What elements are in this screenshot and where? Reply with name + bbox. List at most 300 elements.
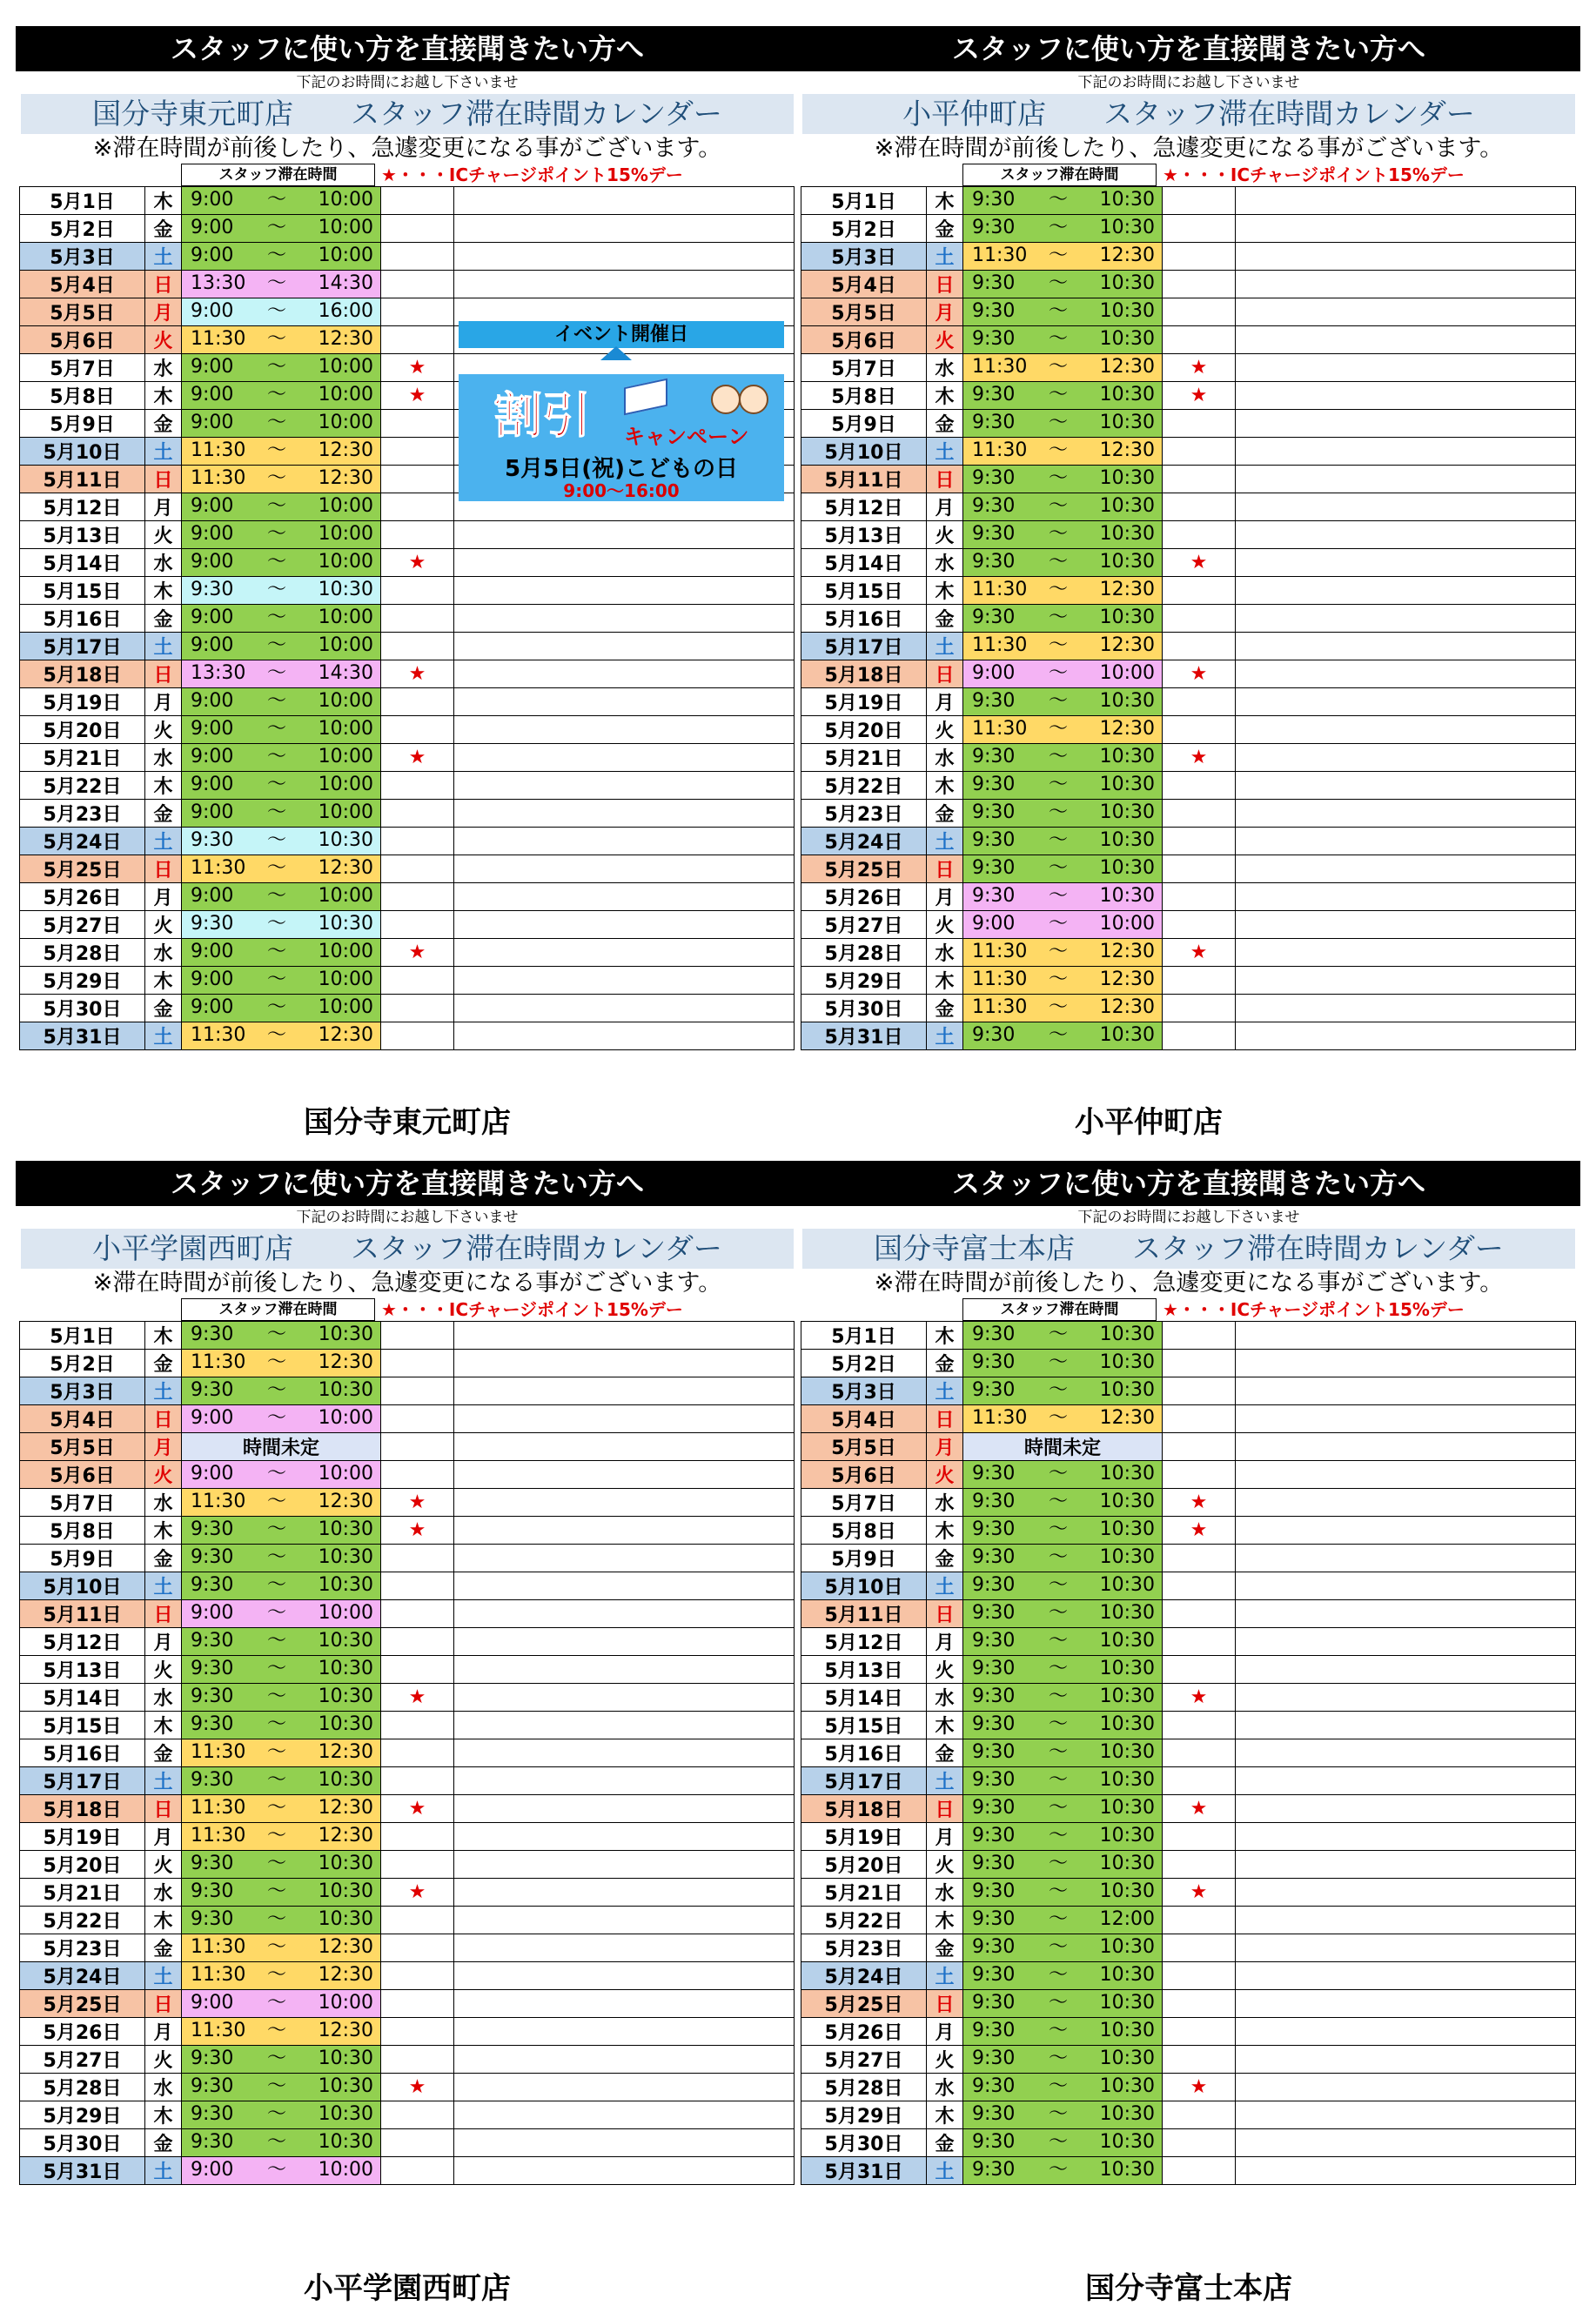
start-time: 9:30 [191, 913, 234, 935]
end-time: 12:30 [1099, 634, 1155, 656]
stay-time-cell [963, 660, 1163, 688]
star-mark-cell [1163, 1990, 1236, 2018]
notes-cell [1236, 2129, 1576, 2157]
notes-cell [1236, 1823, 1576, 1851]
notice-text: ※滞在時間が前後したり、急遽変更になる事がございます。 [874, 135, 1504, 162]
date-cell: 5月30日 [801, 2129, 927, 2157]
star-mark-cell [381, 1572, 454, 1600]
stay-time-cell [182, 1350, 381, 1377]
stay-time-cell [963, 716, 1163, 744]
range-separator: ～ [267, 829, 287, 851]
star-mark-cell [1163, 215, 1236, 243]
date-cell: 5月18日 [801, 1795, 927, 1823]
star-mark-cell [1163, 1545, 1236, 1572]
start-time: 9:30 [972, 384, 1016, 405]
date-cell: 5月25日 [801, 1990, 927, 2018]
star-mark-cell [1163, 605, 1236, 633]
notes-cell [454, 1684, 795, 1712]
start-time: 9:30 [972, 1630, 1016, 1652]
notes-cell [454, 2018, 795, 2046]
panel-subtitle: 下記のお時間にお越し下さいませ [296, 74, 519, 91]
stay-time-cell [182, 1405, 381, 1433]
store-name: 国分寺富士本店 [1085, 2271, 1292, 2306]
range-separator: ～ [1049, 1546, 1069, 1568]
stay-time-cell [963, 1990, 1163, 2018]
date-cell: 5月29日 [20, 2101, 145, 2129]
date-cell: 5月16日 [20, 1739, 145, 1767]
end-time: 10:30 [1099, 1713, 1155, 1735]
star-mark-cell [381, 326, 454, 354]
stay-time-cell [963, 410, 1163, 438]
date-cell: 5月3日 [20, 243, 145, 271]
start-time: 9:30 [191, 1574, 234, 1596]
stay-time-cell [963, 577, 1163, 605]
stay-time-cell [182, 1879, 381, 1907]
stay-time-cell [182, 911, 381, 939]
stay-time-cell [963, 1545, 1163, 1572]
table-row [801, 326, 1576, 354]
range-separator: ～ [1049, 272, 1069, 294]
star-mark-cell [1163, 1712, 1236, 1739]
stay-time-cell [182, 939, 381, 967]
date-cell: 5月3日 [20, 1377, 145, 1405]
star-mark-cell [1163, 883, 1236, 911]
notes-cell [1236, 1322, 1576, 1350]
start-time: 11:30 [972, 968, 1028, 990]
start-time: 11:30 [191, 1741, 246, 1763]
start-time: 9:30 [972, 300, 1016, 322]
star-mark-cell [381, 1823, 454, 1851]
stay-time-cell [182, 1962, 381, 1990]
end-time: 10:30 [1099, 1630, 1155, 1652]
stay-time-cell [963, 187, 1163, 215]
range-separator: ～ [1049, 189, 1069, 211]
date-cell: 5月21日 [20, 1879, 145, 1907]
stay-time-cell [182, 772, 381, 800]
stay-time-cell [963, 521, 1163, 549]
calendar-panel [16, 1161, 799, 2185]
range-separator: ～ [1049, 1964, 1069, 1986]
weekday-cell: 金 [145, 1350, 182, 1377]
campaign-time: 9:00～16:00 [563, 480, 680, 501]
stay-time-cell [963, 1405, 1163, 1433]
table-row [20, 2074, 795, 2101]
range-separator: ～ [267, 996, 287, 1018]
range-separator: ～ [267, 356, 287, 378]
date-cell: 5月29日 [20, 967, 145, 995]
stay-time-cell [963, 1572, 1163, 1600]
date-cell: 5月3日 [801, 243, 927, 271]
stay-time-cell [182, 493, 381, 521]
stay-time-cell [182, 2129, 381, 2157]
stay-time-cell [182, 243, 381, 271]
end-time: 12:30 [318, 1936, 373, 1958]
table-row [20, 215, 795, 243]
stay-time-cell [182, 271, 381, 298]
weekday-cell: 月 [145, 298, 182, 326]
star-mark-cell [381, 967, 454, 995]
star-mark-cell [381, 1545, 454, 1572]
table-row [801, 1489, 1576, 1517]
notes-cell [454, 1572, 795, 1600]
notes-cell [454, 521, 795, 549]
range-separator: ～ [1049, 2075, 1069, 2097]
table-row [801, 1879, 1576, 1907]
store-name: 小平仲町店 [1075, 1105, 1223, 1140]
weekday-cell: 水 [145, 354, 182, 382]
table-row [801, 1461, 1576, 1489]
stay-time-cell [963, 466, 1163, 493]
star-mark-cell: ★ [381, 1879, 454, 1907]
stay-time-cell [963, 605, 1163, 633]
star-mark-cell: ★ [1163, 549, 1236, 577]
table-row [801, 354, 1576, 382]
stay-time-cell [182, 577, 381, 605]
notes-cell [1236, 1433, 1576, 1461]
start-time: 9:00 [191, 217, 234, 238]
star-mark-cell [1163, 2129, 1236, 2157]
start-time: 9:30 [972, 1825, 1016, 1846]
date-cell: 5月23日 [20, 1934, 145, 1962]
table-row [20, 1962, 795, 1990]
stay-time-cell [963, 939, 1163, 967]
table-row [801, 688, 1576, 716]
table-row [20, 1600, 795, 1628]
start-time: 9:30 [191, 1518, 234, 1540]
stay-time-cell [182, 466, 381, 493]
store-name: 国分寺東元町店 [304, 1105, 511, 1140]
stay-time-cell [963, 967, 1163, 995]
table-row [801, 271, 1576, 298]
start-time: 9:30 [191, 2103, 234, 2125]
notes-cell [454, 1461, 795, 1489]
stay-time-cell [963, 1962, 1163, 1990]
date-cell: 5月13日 [801, 521, 927, 549]
star-mark-cell [381, 1934, 454, 1962]
start-time: 11:30 [191, 1825, 246, 1846]
start-time: 9:00 [191, 495, 234, 517]
weekday-cell: 土 [927, 1962, 963, 1990]
stay-time-cell [963, 800, 1163, 828]
date-cell: 5月24日 [801, 1962, 927, 1990]
range-separator: ～ [267, 1880, 287, 1902]
start-time: 9:30 [972, 1741, 1016, 1763]
weekday-cell: 金 [145, 1545, 182, 1572]
weekday-cell: 水 [145, 1879, 182, 1907]
schedule-table [19, 186, 795, 1050]
stay-time-cell [182, 1628, 381, 1656]
table-row [801, 1545, 1576, 1572]
date-cell: 5月16日 [801, 605, 927, 633]
end-time: 10:00 [318, 941, 373, 962]
end-time: 10:00 [318, 968, 373, 990]
star-mark-cell [381, 605, 454, 633]
date-cell: 5月19日 [20, 688, 145, 716]
star-legend: ★・・・ICチャージポイント15%デー [1163, 1299, 1465, 1320]
end-time: 10:30 [318, 2131, 373, 2153]
start-time: 9:00 [191, 885, 234, 907]
start-time: 9:30 [191, 1908, 234, 1930]
table-row [801, 493, 1576, 521]
weekday-cell: 火 [927, 2046, 963, 2074]
table-row [20, 1377, 795, 1405]
date-cell: 5月31日 [801, 1022, 927, 1050]
panel-subtitle: 下記のお時間にお越し下さいませ [296, 1209, 519, 1226]
table-row [801, 1322, 1576, 1350]
date-cell: 5月12日 [801, 493, 927, 521]
star-legend: ★・・・ICチャージポイント15%デー [381, 1299, 683, 1320]
range-separator: ～ [267, 245, 287, 266]
calendar-panel [797, 1161, 1580, 2185]
weekday-cell: 水 [927, 939, 963, 967]
table-row [20, 1656, 795, 1684]
weekday-cell: 木 [145, 1517, 182, 1545]
end-time: 10:30 [318, 1908, 373, 1930]
notes-cell [1236, 2101, 1576, 2129]
star-mark-cell [381, 772, 454, 800]
start-time: 9:30 [972, 1324, 1016, 1345]
star-mark-cell [381, 1767, 454, 1795]
date-cell: 5月12日 [20, 1628, 145, 1656]
star-mark-cell [381, 1433, 454, 1461]
weekday-cell: 土 [145, 1572, 182, 1600]
date-cell: 5月15日 [801, 1712, 927, 1739]
star-mark-cell [1163, 1767, 1236, 1795]
weekday-cell: 水 [927, 744, 963, 772]
range-separator: ～ [1049, 439, 1069, 461]
start-time: 9:30 [972, 1769, 1016, 1791]
range-separator: ～ [1049, 1658, 1069, 1679]
end-time: 10:30 [1099, 1518, 1155, 1540]
star-mark-cell [1163, 187, 1236, 215]
end-time: 10:30 [1099, 217, 1155, 238]
weekday-cell: 月 [145, 688, 182, 716]
weekday-cell: 土 [927, 828, 963, 855]
weekday-cell: 水 [145, 939, 182, 967]
star-mark-cell [1163, 271, 1236, 298]
range-separator: ～ [1049, 1992, 1069, 2014]
star-mark-cell [1163, 1433, 1236, 1461]
range-separator: ～ [1049, 412, 1069, 433]
end-time: 10:30 [1099, 2103, 1155, 2125]
start-time: 9:30 [972, 1602, 1016, 1624]
weekday-cell: 木 [927, 382, 963, 410]
star-mark-cell [1163, 772, 1236, 800]
star-mark-cell [381, 1600, 454, 1628]
date-cell: 5月19日 [801, 1823, 927, 1851]
end-time: 10:00 [1099, 913, 1155, 935]
start-time: 9:30 [191, 1769, 234, 1791]
range-separator: ～ [267, 328, 287, 350]
end-time: 10:30 [1099, 746, 1155, 767]
stay-time-cell [963, 2101, 1163, 2129]
weekday-cell: 金 [927, 800, 963, 828]
notes-cell [1236, 1572, 1576, 1600]
star-mark-cell [1163, 2046, 1236, 2074]
date-cell: 5月16日 [801, 1739, 927, 1767]
table-row [20, 243, 795, 271]
calendar-title: 国分寺富士本店 スタッフ滞在時間カレンダー [802, 1229, 1575, 1269]
stay-time-cell [963, 1322, 1163, 1350]
end-time: 10:00 [318, 1992, 373, 2014]
date-cell: 5月4日 [20, 271, 145, 298]
star-mark-cell [381, 1405, 454, 1433]
start-time: 9:30 [972, 551, 1016, 573]
table-row [801, 187, 1576, 215]
date-cell: 5月8日 [801, 1517, 927, 1545]
end-time: 10:00 [318, 996, 373, 1018]
weekday-cell: 土 [927, 633, 963, 660]
date-cell: 5月10日 [20, 438, 145, 466]
start-time: 9:30 [972, 774, 1016, 795]
start-time: 9:30 [191, 579, 234, 600]
date-cell: 5月31日 [20, 2157, 145, 2185]
range-separator: ～ [267, 746, 287, 767]
star-mark-cell [381, 2129, 454, 2157]
panel-header: スタッフに使い方を直接聞きたい方へ [797, 26, 1580, 71]
stay-time-cell [182, 521, 381, 549]
star-mark-cell [1163, 967, 1236, 995]
range-separator: ～ [267, 2075, 287, 2097]
range-separator: ～ [1049, 996, 1069, 1018]
notes-cell [1236, 828, 1576, 855]
end-time: 10:30 [1099, 328, 1155, 350]
star-mark-cell [1163, 716, 1236, 744]
notes-cell [1236, 298, 1576, 326]
table-row [801, 1600, 1576, 1628]
date-cell: 5月19日 [801, 688, 927, 716]
range-separator: ～ [267, 1825, 287, 1846]
range-separator: ～ [1049, 1880, 1069, 1902]
notes-cell [454, 939, 795, 967]
start-time: 9:00 [191, 801, 234, 823]
end-time: 10:30 [1099, 607, 1155, 628]
stay-time-cell [963, 688, 1163, 716]
star-mark-cell [381, 1322, 454, 1350]
weekday-cell: 木 [927, 1907, 963, 1934]
date-cell: 5月12日 [801, 1628, 927, 1656]
stay-time-cell [963, 2074, 1163, 2101]
date-cell: 5月25日 [20, 855, 145, 883]
notes-cell [1236, 855, 1576, 883]
schedule-table [19, 1321, 795, 2185]
notes-cell [454, 187, 795, 215]
star-mark-cell [1163, 577, 1236, 605]
start-time: 9:30 [972, 328, 1016, 350]
table-row [801, 2101, 1576, 2129]
table-row [801, 1022, 1576, 1050]
table-row [20, 1322, 795, 1350]
range-separator: ～ [267, 1658, 287, 1679]
weekday-cell: 土 [145, 828, 182, 855]
table-row [801, 1739, 1576, 1767]
star-mark-cell [1163, 2157, 1236, 2185]
start-time: 11:30 [191, 439, 246, 461]
stay-time-cell [963, 438, 1163, 466]
star-mark-cell [1163, 633, 1236, 660]
star-mark-cell: ★ [381, 744, 454, 772]
notes-cell [454, 1712, 795, 1739]
star-mark-cell [381, 911, 454, 939]
end-time: 10:00 [318, 189, 373, 211]
column-header-row [797, 164, 1580, 186]
range-separator: ～ [267, 1797, 287, 1819]
date-cell: 5月20日 [801, 716, 927, 744]
weekday-cell: 火 [927, 911, 963, 939]
date-cell: 5月17日 [20, 633, 145, 660]
star-mark-cell [381, 215, 454, 243]
star-mark-cell [381, 1377, 454, 1405]
table-row [20, 1712, 795, 1739]
notes-cell [454, 744, 795, 772]
stay-time-cell [182, 215, 381, 243]
range-separator: ～ [267, 690, 287, 712]
weekday-cell: 木 [927, 577, 963, 605]
notes-cell [1236, 1461, 1576, 1489]
panel-header: スタッフに使い方を直接聞きたい方へ [16, 26, 799, 71]
start-time: 9:30 [191, 1880, 234, 1902]
weekday-cell: 金 [145, 995, 182, 1022]
start-time: 11:30 [972, 718, 1028, 740]
table-row [801, 549, 1576, 577]
stay-time-cell [182, 1545, 381, 1572]
table-row [20, 633, 795, 660]
notes-cell [454, 1600, 795, 1628]
start-time: 9:30 [972, 1574, 1016, 1596]
stay-time-cell [963, 493, 1163, 521]
star-mark-cell: ★ [381, 1517, 454, 1545]
start-time: 11:30 [972, 634, 1028, 656]
weekday-cell: 金 [927, 410, 963, 438]
table-row [20, 1489, 795, 1517]
panel-header: スタッフに使い方を直接聞きたい方へ [16, 1161, 799, 1206]
end-time: 12:30 [1099, 356, 1155, 378]
range-separator: ～ [1049, 1518, 1069, 1540]
weekday-cell: 木 [927, 1517, 963, 1545]
weekday-cell: 木 [145, 967, 182, 995]
range-separator: ～ [267, 1546, 287, 1568]
table-row [801, 1350, 1576, 1377]
star-mark-cell: ★ [1163, 660, 1236, 688]
table-row [20, 1851, 795, 1879]
table-row [20, 187, 795, 215]
range-separator: ～ [267, 607, 287, 628]
date-cell: 5月23日 [801, 1934, 927, 1962]
star-mark-cell [1163, 1377, 1236, 1405]
table-row [801, 967, 1576, 995]
stay-time-cell [963, 1739, 1163, 1767]
start-time: 9:30 [972, 885, 1016, 907]
end-time: 10:30 [318, 1880, 373, 1902]
weekday-cell: 火 [927, 716, 963, 744]
table-row [801, 911, 1576, 939]
star-mark-cell [381, 2046, 454, 2074]
table-row [801, 1628, 1576, 1656]
start-time: 9:30 [972, 1024, 1016, 1046]
notes-cell [454, 1377, 795, 1405]
start-time: 11:30 [191, 857, 246, 879]
notes-cell [454, 855, 795, 883]
star-mark-cell: ★ [381, 549, 454, 577]
table-row [20, 1879, 795, 1907]
start-time: 11:30 [191, 1797, 246, 1819]
notes-cell [454, 1907, 795, 1934]
star-mark-cell [1163, 438, 1236, 466]
weekday-cell: 火 [145, 1656, 182, 1684]
star-mark-cell [1163, 995, 1236, 1022]
start-time: 9:30 [972, 1518, 1016, 1540]
weekday-cell: 金 [145, 605, 182, 633]
